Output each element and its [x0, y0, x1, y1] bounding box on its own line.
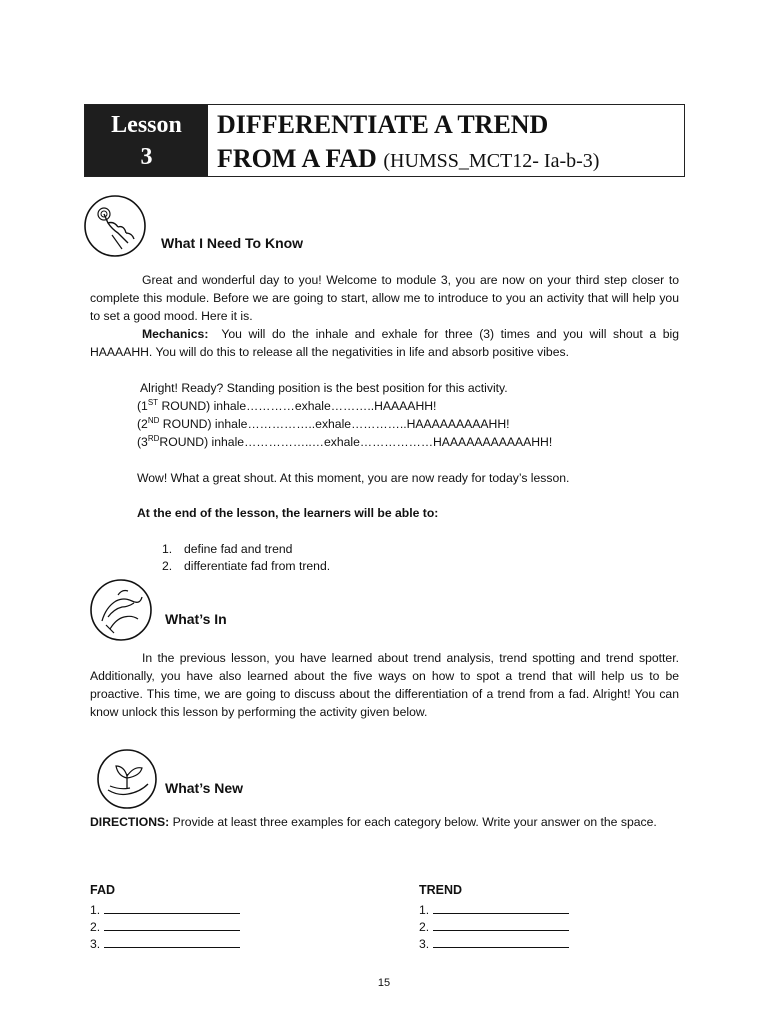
- trend-label: TREND: [419, 883, 463, 897]
- round-1: (1ST ROUND) inhale…………exhale………..HAAAAHH!: [137, 397, 437, 413]
- wow-text: Wow! What a great shout. At this moment, you are now ready for today’s lesson.: [137, 471, 570, 485]
- title-line-2: [217, 142, 684, 178]
- fad-answer-1-field[interactable]: [104, 902, 240, 914]
- fad-answer-row: 2.: [90, 919, 240, 936]
- lesson-tag: [85, 105, 208, 176]
- section-title-know: What I Need To Know: [161, 235, 304, 251]
- round-2: (2ND ROUND) inhale……………..exhale…………..HAAAAAAAAAHH!: [137, 415, 510, 431]
- objective-item: 2. differentiate fad from trend.: [162, 559, 331, 573]
- mechanics-text: You will do the inhale and exhale for three (3) times and you will shout a big HAAAAHH. You will do this to release all the negativities in life and absorb positive vibes.: [90, 327, 679, 359]
- lesson-title: [208, 105, 684, 176]
- page-number: 15: [377, 977, 391, 989]
- fad-answer-row: 3.: [90, 936, 240, 953]
- round-3: (3RDROUND) inhale……………..…exhale………………HAAAAAAAAAAAHH!: [137, 433, 553, 449]
- lesson-number: 3: [140, 144, 153, 170]
- trend-answer-list: [419, 902, 569, 953]
- title-line-2-text: FROM A FAD: [217, 144, 377, 173]
- competency-code: (HUMSS_MCT12- Ia-b-3): [383, 150, 600, 172]
- title-line-1: DIFFERENTIATE A TREND: [217, 110, 549, 139]
- trend-answer-2-field[interactable]: [433, 919, 569, 931]
- trend-answer-row: 2.: [419, 919, 569, 936]
- hands-icon: [88, 577, 154, 643]
- ready-text: Alright! Ready? Standing position is the best position for this activity.: [140, 381, 508, 395]
- fad-answer-row: 1.: [90, 902, 240, 919]
- fad-label: FAD: [90, 883, 115, 897]
- section-title-whats-in: What’s In: [165, 611, 227, 627]
- directions-label: DIRECTIONS:: [90, 815, 170, 829]
- pointing-hand-icon: [82, 193, 148, 259]
- trend-answer-row: 3.: [419, 936, 569, 953]
- plant-in-hand-icon: [94, 746, 160, 812]
- mechanics-paragraph: [90, 325, 679, 361]
- mechanics-label: Mechanics:: [142, 327, 209, 341]
- objectives-heading: At the end of the lesson, the learners will be able to:: [137, 506, 439, 520]
- fad-answer-2-field[interactable]: [104, 919, 240, 931]
- objective-item: 1. define fad and trend: [162, 542, 293, 556]
- directions: [90, 813, 679, 831]
- section-title-whats-new: What’s New: [165, 780, 244, 796]
- trend-answer-3-field[interactable]: [433, 936, 569, 948]
- trend-answer-row: 1.: [419, 902, 569, 919]
- fad-answer-3-field[interactable]: [104, 936, 240, 948]
- trend-answer-1-field[interactable]: [433, 902, 569, 914]
- know-intro: Great and wonderful day to you! Welcome to module 3, you are now on your third step closer to complete this module. Before we are going to start, allow me to introduce to you an activity that will help you to set a good mood. Here it is.: [90, 273, 679, 323]
- directions-text: Provide at least three examples for each category below. Write your answer on the space.: [172, 815, 657, 829]
- lesson-word: Lesson: [111, 112, 182, 138]
- fad-answer-list: [90, 902, 240, 953]
- whats-in-text: In the previous lesson, you have learned about trend analysis, trend spotting and trend spotter. Additionally, you have also learned about the five ways on how to spot a trend that will help us to be proactive. This time, we are going to discuss about the differentiation of a trend from a fad. Alright! You can know unlock this lesson by performing the activity given below.: [90, 651, 679, 719]
- lesson-header: [84, 104, 685, 177]
